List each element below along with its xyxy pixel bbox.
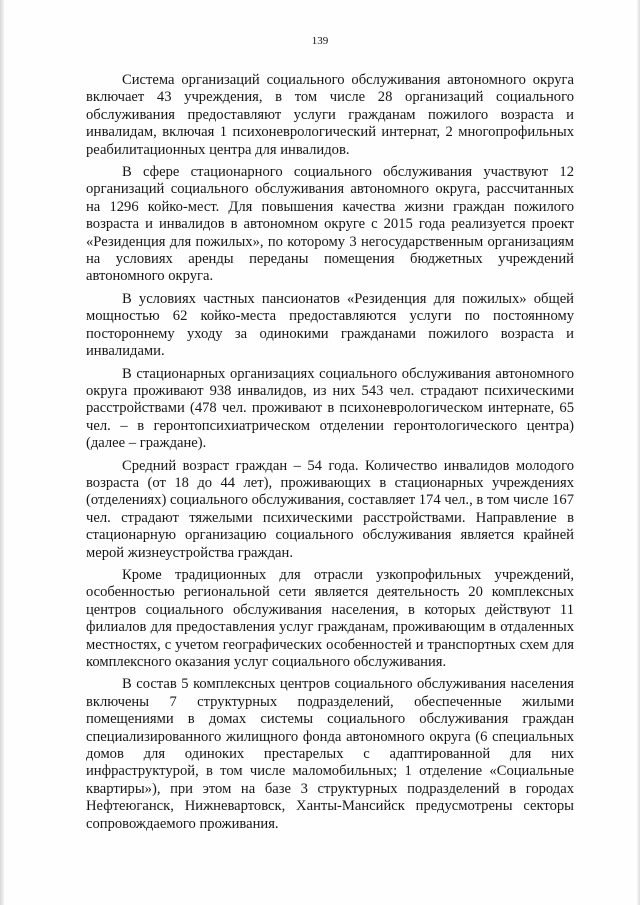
paragraph-organizations-system: Система организаций социального обслуживания автономного округа включает 43 учреждения, в том числе 28 организаций социального обслуживания предоставляют услуги гражданам пожилого возраста и инвалидам, включая 1 психоневрологический интернат, 2 многопрофильных реабилитационных центра для инвалидов. [86, 72, 574, 158]
paragraph-disabled-residents: В стационарных организациях социального обслуживания автономного округа проживают 938 инвалидов, из них 543 чел. страдают психическими расстройствами (478 чел. проживают в психоневрологическом интернате, 65 чел. – в геронтопсихиатрическом отделении геронтологического центра) (далее – граждане). [86, 365, 574, 452]
document-body [86, 72, 574, 838]
paragraph-private-boarding-houses: В условиях частных пансионатов «Резиденция для пожилых» общей мощностью 62 койко-места предоставляются услуги по постоянному постороннему уходу за одинокими гражданами пожилого возраста и инвалидами. [86, 290, 574, 360]
paragraph-regional-network: Кроме традиционных для отрасли узкопрофильных учреждений, особенностью региональной сети является деятельность 20 комплексных центров социального обслуживания населения, в которых действуют 11 филиалов для предоставления услуг гражданам, проживающим в отдаленных местностях, с учетом географических особенностей и транспортных схем для комплексного оказания услуг социального обслуживания. [86, 566, 574, 670]
paragraph-structural-units: В состав 5 комплексных центров социального обслуживания населения включены 7 структурных подразделений, обеспеченные жилыми помещениями в домах системы социального обслуживания граждан специализированного жилищного фонда автономного округа (6 специальных домов для одиноких престарелых с адаптированной для них инфраструктурой, в том числе маломобильных; 1 отделение «Социальные квартиры»), при этом на базе 3 структурных подразделений в городах Нефтеюганск, Нижневартовск, Ханты-Мансийск предусмотрены секторы сопровождаемого проживания. [86, 676, 574, 832]
paragraph-average-age: Средний возраст граждан – 54 года. Количество инвалидов молодого возраста (от 18 до 44 лет), проживающих в стационарных учреждениях (отделениях) социального обслуживания, составляет 174 чел., в том числе 167 чел. страдают тяжелыми психическими расстройствами. Направление в стационарную организацию социального обслуживания является крайней мерой жизнеустройства граждан. [86, 457, 574, 561]
page-number: 139 [311, 35, 329, 47]
scan-left-edge [0, 0, 4, 905]
paragraph-stationary-service: В сфере стационарного социального обслуживания участвуют 12 организаций социального обслуживания автономного округа, рассчитанных на 1296 койко-мест. Для повышения качества жизни граждан пожилого возраста и инвалидов в автономном округе с 2015 года реализуется проект «Резиденция для пожилых», по которому 3 негосударственным организациям на условиях аренды переданы помещения бюджетных учреждений автономного округа. [86, 164, 574, 285]
